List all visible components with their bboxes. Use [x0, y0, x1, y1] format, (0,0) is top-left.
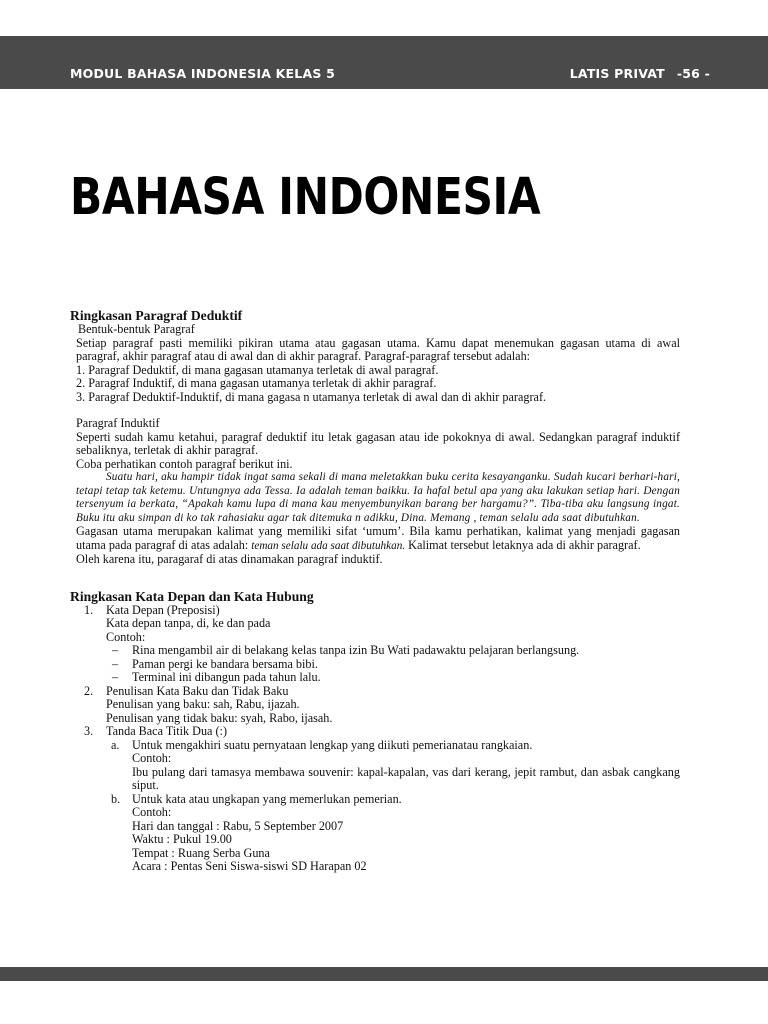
sub-item-text: Tempat : Ruang Serba Guna [132, 845, 270, 860]
sub-item-letter: a. [111, 737, 120, 752]
paragraph-text: Kalimat tersebut letaknya ada di akhir paragraf. [408, 537, 641, 552]
sub-item-text: Waktu : Pukul 19.00 [132, 832, 232, 846]
paragraph [76, 525, 680, 553]
sub-item [78, 793, 680, 807]
paragraph: Setiap paragraf pasti memiliki pikiran utama atau gagasan utama. Kamu dapat menemukan gagasan utama di awal paragraf, akhir paragraf atau di awal dan di akhir paragraf. Paragraf-paragraf tersebut adalah: [76, 335, 680, 363]
item-number: 3. [84, 724, 94, 738]
sub-item-text: Ibu pulang dari tamasya membawa souvenir: kapal-kapalan, vas dari kerang, jepit rambut, dan asbak cangkang siput. [132, 764, 680, 792]
item-text: Contoh: [106, 629, 146, 644]
main-idea-quote: teman selalu ada saat dibutuhkan. [251, 539, 406, 552]
example-story: Suatu hari, aku hampir tidak ingat sama sekali di mana meletakkan buku cerita kesayanganku. Sudah kucari berhari-hari, tetapi tetap tak ketemu. Untungnya ada Tessa. Ia adalah teman baikku. Ia hafal betul apa yang aku lakukan setiap hari. Dengan tersenyum ia berkata, “Apakah kamu lupa di mana kau menyembunyikan barang ber hargamu?”. Tiba-tiba aku langsung ingat. Buku itu aku simpan di ko tak rahasiaku agar tak ditemuka n adikku, Dina. Memang , teman selalu ada saat dibutuhkan. [76, 471, 680, 524]
sub-item-text: Contoh: [132, 805, 172, 819]
dash-bullet: – [112, 643, 119, 657]
section-heading-kata-depan: Ringkasan Kata Depan dan Kata Hubung [70, 588, 314, 604]
module-title: MODUL BAHASA INDONESIA KELAS 5 [70, 66, 335, 81]
page-number: -56 - [676, 66, 710, 81]
list-item [78, 725, 680, 874]
footer-bar [0, 967, 768, 981]
item-number: 2. [84, 683, 94, 698]
dash-bullet: – [112, 656, 119, 671]
example-item [78, 671, 680, 685]
sub-item-text: Acara : Pentas Seni Siswa-siswi SD Harapan 02 [132, 859, 367, 873]
example-item [78, 644, 680, 658]
item-title: Tanda Baca Titik Dua (:) [106, 724, 227, 738]
header-right [570, 66, 710, 81]
paragraph: Oleh karena itu, paragaraf di atas dinamakan paragraf induktif. [76, 552, 383, 566]
sub-item-text: Hari dan tanggal : Rabu, 5 September 2007 [132, 818, 344, 833]
publisher-name: LATIS PRIVAT [569, 66, 665, 81]
paragraph-text: Gagasan utama merupakan kalimat yang memiliki sifat ‘umum’. Bila kamu perhatikan, kalimat yang menjadi gagasan utama pada paragraf di atas adalah: [76, 524, 680, 552]
example-text: Paman pergi ke bandara bersama bibi. [132, 656, 318, 671]
list-item [78, 604, 680, 685]
item-text: Kata depan tanpa, di, ke dan pada [106, 616, 271, 630]
document-body [70, 308, 680, 874]
list-item: 1. Paragraf Deduktif, di mana gagasan utamanya terletak di awal paragraf. [76, 362, 439, 377]
example-text: Terminal ini dibangun pada tahun lalu. [132, 670, 321, 684]
subheading-induktif: Paragraf Induktif [76, 416, 160, 430]
item-title: Kata Depan (Preposisi) [106, 602, 220, 617]
sub-item-text: Untuk kata atau ungkapan yang memerlukan pemerian. [132, 791, 402, 806]
item-text: Penulisan yang baku: sah, Rabu, ijazah. [106, 697, 300, 711]
sub-item-text: Untuk mengakhiri suatu pernyataan lengkap yang diikuti pemerianatau rangkaian. [132, 737, 533, 752]
paragraph: Coba perhatikan contoh paragraf berikut ini. [76, 456, 293, 471]
list-item: 2. Paragraf Induktif, di mana gagasan utamanya terletak di akhir paragraf. [76, 376, 437, 390]
list-item: 3. Paragraf Deduktif-Induktif, di mana gagasa n utamanya terletak di awal dan di akhir paragraf. [76, 389, 547, 404]
section-heading-deduktif: Ringkasan Paragraf Deduktif [70, 308, 243, 323]
list-item [78, 685, 680, 726]
sub-item-letter: b. [111, 791, 121, 806]
dash-bullet: – [112, 670, 119, 684]
item-number: 1. [84, 602, 94, 617]
example-text: Rina mengambil air di belakang kelas tanpa izin Bu Wati padawaktu pelajaran berlangsung. [132, 643, 580, 657]
item-text: Penulisan yang tidak baku: syah, Rabo, ijasah. [106, 710, 333, 725]
page-title: BAHASA INDONESIA [70, 168, 541, 227]
sub-item-text: Contoh: [132, 751, 172, 765]
subheading-bentuk: Bentuk-bentuk Paragraf [78, 322, 195, 336]
sub-item [78, 739, 680, 753]
paragraph: Seperti sudah kamu ketahui, paragraf deduktif itu letak gagasan atau ide pokoknya di awal. Sedangkan paragraf induktif sebaliknya, terletak di akhir paragraf. [76, 429, 680, 457]
header-bar [0, 36, 768, 89]
item-title: Penulisan Kata Baku dan Tidak Baku [106, 683, 289, 698]
example-item [78, 658, 680, 672]
